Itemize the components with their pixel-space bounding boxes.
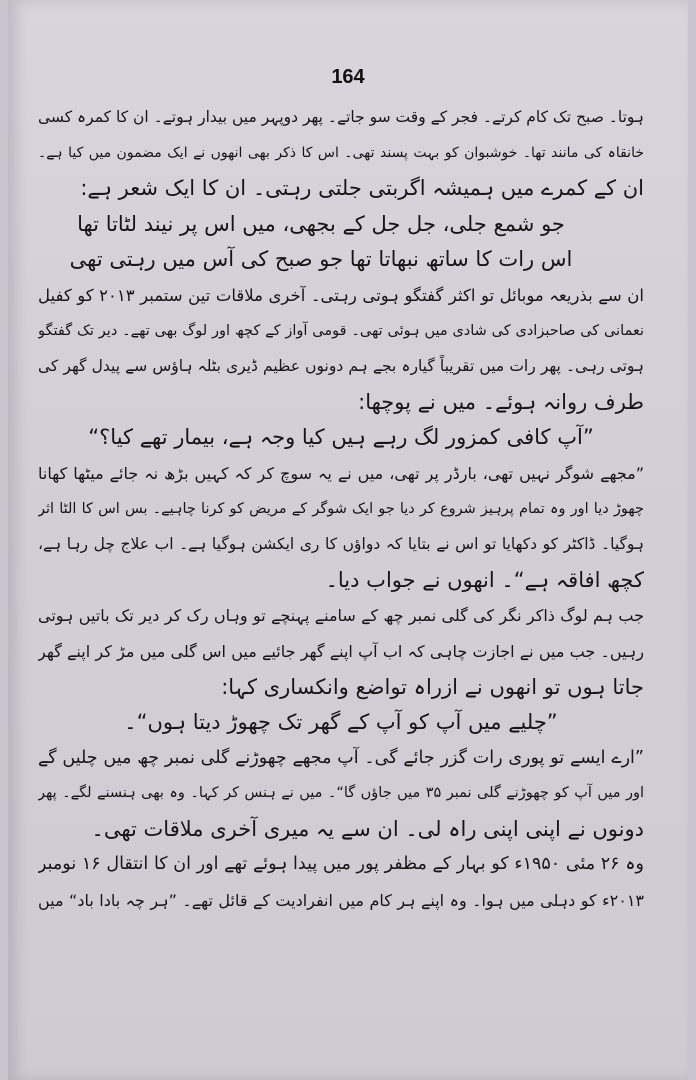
text-line: وہ ۲۶ مئی ۱۹۵۰ء کو بہار کے مظفر پور میں پیدا ہوئے تھے اور ان کا انتقال ۱۶ نومبر <box>38 854 644 875</box>
text-line: رہیں۔ جب میں نے اجازت چاہی کہ اب آپ اپنے گھر جائیے میں اس گلی میں مڑ کر اپنے گھر <box>38 641 644 661</box>
text-line: ان سے بذریعہ موبائل تو اکثر گفتگو ہوتی رہتی۔ آخری ملاقات تین ستمبر ۲۰۱۳ کو کفیل <box>38 285 644 305</box>
text-line: جب ہم لوگ ذاکر نگر کی گلی نمبر چھ کے سامنے پہنچے تو وہاں رک کر دیر تک باتیں ہوتی <box>38 606 644 626</box>
text-line: ”ارے ایسے تو پوری رات گزر جائے گی۔ آپ مجھے چھوڑنے گلی نمبر چھ میں چلیں گے <box>38 747 644 768</box>
text-line: چھوڑ دیا اور وہ تمام پرہیز شروع کر دیا جو ایک شوگر کے مریض کو کرنا چاہیے۔ بس اس کا الٹا اثر <box>38 500 644 517</box>
text-line: ہوگیا۔ ڈاکٹر کو دکھایا تو اس نے بتایا کہ دواؤں کا ری ایکشن ہوگیا ہے۔ اب علاج چل رہا ہے، <box>38 535 644 554</box>
text-line: ہوتی رہی۔ پھر رات میں تقریباً گیارہ بجے ہم دونوں عظیم ڈیری بٹلہ ہاؤس سے پیدل گھر کی <box>38 357 644 376</box>
text-line: ”چلیے میں آپ کو آپ کے گھر تک چھوڑ دیتا ہوں“۔ <box>124 710 558 735</box>
text-line: ۲۰۱۳ء کو دہلی میں ہوا۔ وہ اپنے ہر کام میں انفرادیت کے قائل تھے۔ ”ہر چہ بادا باد“ میں <box>38 891 644 911</box>
text-line: خانقاہ کی مانند تھا۔ خوشبوان کو بہت پسند تھی۔ اس کا ذکر بھی انھوں نے ایک مضمون میں کیا ہے۔ <box>38 144 644 161</box>
text-line: کچھ افاقہ ہے“۔ انھوں نے جواب دیا۔ <box>325 567 644 592</box>
text-line: ”مجھے شوگر نہیں تھی، بارڈر پر تھی، میں نے یہ سوچ کر کہ کہیں بڑھ نہ جائے میٹھا کھانا <box>38 463 644 483</box>
book-page <box>8 0 688 1080</box>
body-text <box>38 100 644 919</box>
verse-line: جو شمع جلی، جل جل کے بجھی، میں اس پر نیند لٹاتا تھا <box>77 211 565 236</box>
page-number: 164 <box>331 66 365 88</box>
text-line: جاتا ہوں تو انھوں نے ازراہ تواضع وانکساری کہا: <box>221 674 644 699</box>
text-line: دونوں نے اپنی اپنی راہ لی۔ ان سے یہ میری آخری ملاقات تھی۔ <box>91 816 644 841</box>
verse-line: اس رات کا ساتھ نبھاتا تھا جو صبح کی آس میں رہتی تھی <box>69 247 573 272</box>
text-line: ”آپ کافی کمزور لگ رہے ہیں کیا وجہ ہے، بیمار تھے کیا؟“ <box>88 425 594 450</box>
text-line: طرف روانہ ہوئے۔ میں نے پوچھا: <box>358 389 644 414</box>
text-line: اور میں آپ کو چھوڑنے گلی نمبر ۳۵ میں جاؤں گا“۔ میں نے ہنس کر کہا۔ وہ بھی ہنسنے لگے۔ پھر <box>38 785 644 802</box>
text-line: ہوتا۔ صبح تک کام کرتے۔ فجر کے وقت سو جاتے۔ پھر دوپہر میں بیدار ہوتے۔ ان کا کمرہ کسی <box>38 108 644 126</box>
text-line: ان کے کمرے میں ہمیشہ اگربتی جلتی رہتی۔ ان کا ایک شعر ہے: <box>80 176 644 201</box>
text-line: نعمانی کی صاحبزادی کی شادی میں ہوئی تھی۔ قومی آواز کے کچھ اور لوگ بھی تھے۔ دیر تک گفتگو <box>38 322 644 339</box>
